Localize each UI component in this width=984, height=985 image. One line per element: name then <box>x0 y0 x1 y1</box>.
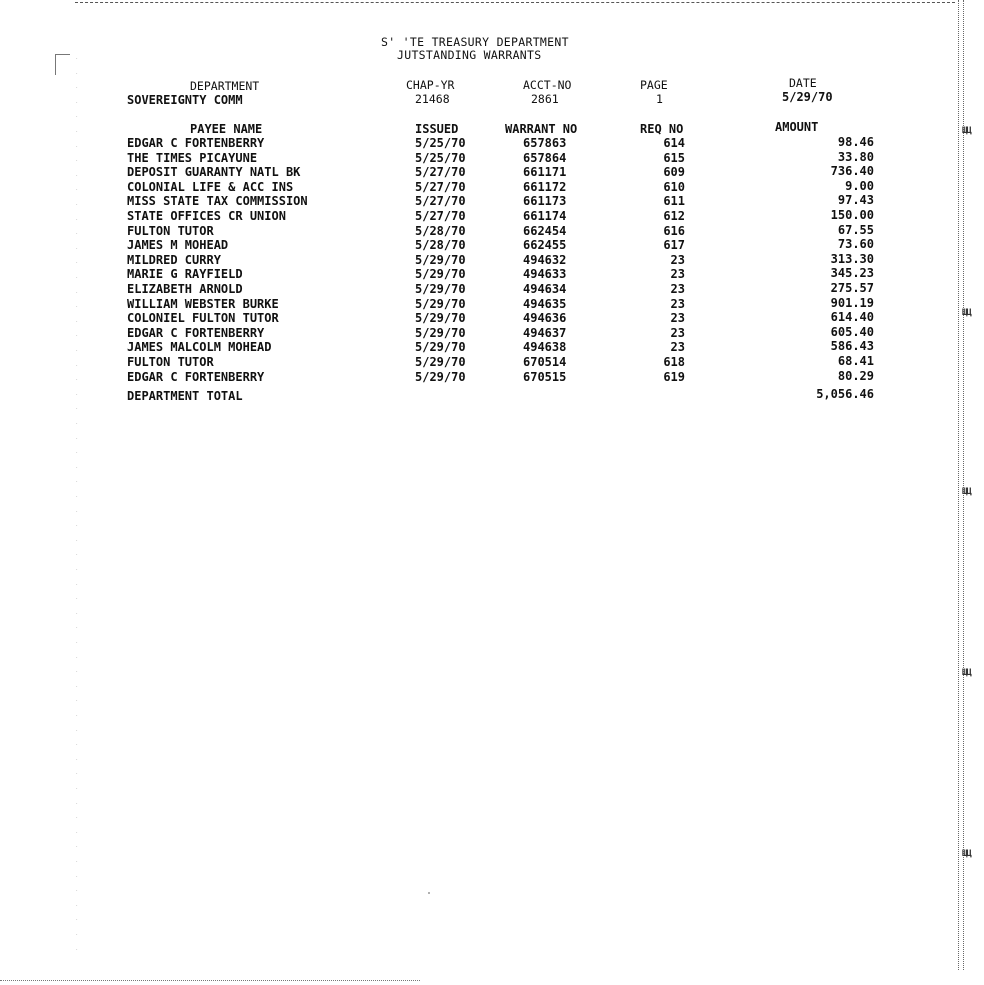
warrant-number: 661171 <box>523 165 567 179</box>
margin-line-number: · <box>76 786 78 792</box>
margin-line-number: · <box>76 465 78 471</box>
issued-date: 5/25/70 <box>415 151 466 165</box>
req-number: 619 <box>663 370 685 384</box>
tractor-feed-mark: ЩЦ <box>962 487 971 497</box>
issued-date: 5/25/70 <box>415 136 466 150</box>
warrant-number: 494633 <box>523 267 567 281</box>
payee-name: COLONIAL LIFE & ACC INS <box>127 180 294 194</box>
report-title: S' 'TE TREASURY DEPARTMENT <box>381 35 569 49</box>
amount: 605.40 <box>830 325 874 339</box>
page-label: PAGE <box>640 78 668 92</box>
margin-line-number: · <box>76 144 78 150</box>
issued-date: 5/28/70 <box>415 238 466 252</box>
margin-line-number: · <box>76 56 78 62</box>
margin-line-number: · <box>76 523 78 529</box>
margin-line-number: · <box>76 333 78 339</box>
req-number: 615 <box>663 151 685 165</box>
payee-name: MARIE G RAYFIELD <box>127 267 243 281</box>
column-header-payee: PAYEE NAME <box>190 122 263 136</box>
issued-date: 5/28/70 <box>415 224 466 238</box>
margin-line-number: · <box>76 903 78 909</box>
req-number: 23 <box>670 267 685 281</box>
margin-line-number: · <box>76 917 78 923</box>
margin-line-number: · <box>76 304 78 310</box>
warrant-number: 494635 <box>523 297 567 311</box>
amount: 68.41 <box>837 354 874 368</box>
issued-date: 5/27/70 <box>415 194 466 208</box>
margin-line-number: · <box>76 771 78 777</box>
margin-line-number: · <box>76 801 78 807</box>
warrant-number: 494636 <box>523 311 567 325</box>
payee-name: MILDRED CURRY <box>127 253 221 267</box>
req-number: 612 <box>663 209 685 223</box>
issued-date: 5/29/70 <box>415 297 466 311</box>
payee-name: JAMES MALCOLM MOHEAD <box>127 340 272 354</box>
margin-line-number: · <box>76 742 78 748</box>
payee-name: WILLIAM WEBSTER BURKE <box>127 297 279 311</box>
margin-line-number: · <box>76 348 78 354</box>
margin-line-number: · <box>76 202 78 208</box>
margin-line-number: · <box>76 888 78 894</box>
margin-line-number: · <box>76 538 78 544</box>
warrant-number: 670514 <box>523 355 567 369</box>
payee-name: JAMES M MOHEAD <box>127 238 229 252</box>
acct-no-value: 2861 <box>531 92 559 106</box>
warrant-number: 662454 <box>523 224 567 238</box>
payee-name: MISS STATE TAX COMMISSION <box>127 194 308 208</box>
column-header-amount: AMOUNT <box>775 120 819 134</box>
issued-date: 5/27/70 <box>415 180 466 194</box>
margin-line-number: · <box>76 596 78 602</box>
amount: 9.00 <box>845 179 874 193</box>
margin-line-number: · <box>76 377 78 383</box>
margin-line-number: · <box>76 450 78 456</box>
column-header-req: REQ NO <box>640 122 684 136</box>
payee-name: DEPOSIT GUARANTY NATL BK <box>127 165 301 179</box>
margin-line-number: · <box>76 669 78 675</box>
page-value: 1 <box>656 92 663 106</box>
margin-line-number: · <box>76 217 78 223</box>
date-label: DATE <box>789 76 817 90</box>
margin-line-number: · <box>76 625 78 631</box>
payee-name: EDGAR C FORTENBERRY <box>127 136 265 150</box>
payee-name: FULTON TUTOR <box>127 224 214 238</box>
margin-line-number: · <box>76 830 78 836</box>
department-total-amount: 5,056.46 <box>816 387 874 401</box>
amount: 614.40 <box>830 310 874 324</box>
amount: 586.43 <box>830 339 874 353</box>
margin-line-number: · <box>76 85 78 91</box>
req-number: 617 <box>663 238 685 252</box>
warrant-number: 670515 <box>523 370 567 384</box>
bottom-perforation <box>0 980 420 981</box>
amount: 80.29 <box>837 369 874 383</box>
payee-name: THE TIMES PICAYUNE <box>127 151 258 165</box>
payee-name: FULTON TUTOR <box>127 355 214 369</box>
issued-date: 5/27/70 <box>415 165 466 179</box>
amount: 901.19 <box>830 296 874 310</box>
tractor-feed-mark: ЩЦ <box>962 849 971 859</box>
warrant-number: 494637 <box>523 326 567 340</box>
amount: 736.40 <box>830 164 874 178</box>
chap-yr-value: 21468 <box>415 92 450 106</box>
req-number: 618 <box>663 355 685 369</box>
tractor-feed-mark: ЩЦ <box>962 668 971 678</box>
margin-line-number: · <box>76 947 78 953</box>
right-perforation <box>958 0 964 970</box>
margin-line-number: · <box>76 290 78 296</box>
amount: 98.46 <box>837 135 874 149</box>
amount: 150.00 <box>830 208 874 222</box>
margin-line-number: · <box>76 509 78 515</box>
top-perforation <box>75 2 955 3</box>
issued-date: 5/29/70 <box>415 311 466 325</box>
margin-line-number: · <box>76 494 78 500</box>
amount: 73.60 <box>837 237 874 251</box>
chap-yr-label: CHAP-YR <box>406 78 455 92</box>
warrant-number: 661174 <box>523 209 567 223</box>
tractor-feed-mark: ЩЦ <box>962 126 971 136</box>
payee-name: EDGAR C FORTENBERRY <box>127 326 265 340</box>
warrant-number: 494632 <box>523 253 567 267</box>
payee-name: COLONIEL FULTON TUTOR <box>127 311 279 325</box>
margin-line-number: · <box>76 363 78 369</box>
margin-line-number: · <box>76 231 78 237</box>
margin-line-number: · <box>76 815 78 821</box>
amount: 67.55 <box>837 223 874 237</box>
req-number: 23 <box>670 253 685 267</box>
column-header-warrant: WARRANT NO <box>505 122 578 136</box>
acct-no-label: ACCT-NO <box>523 78 572 92</box>
tractor-feed-mark: ЩЦ <box>962 308 971 318</box>
amount: 33.80 <box>837 150 874 164</box>
payee-name: STATE OFFICES CR UNION <box>127 209 286 223</box>
margin-line-number: · <box>76 713 78 719</box>
margin-line-number: · <box>76 640 78 646</box>
margin-line-number: · <box>76 698 78 704</box>
issued-date: 5/27/70 <box>415 209 466 223</box>
margin-line-number: · <box>76 479 78 485</box>
margin-line-number: · <box>76 582 78 588</box>
margin-line-number: · <box>76 844 78 850</box>
warrant-number: 661172 <box>523 180 567 194</box>
warrant-number: 657864 <box>523 151 567 165</box>
margin-line-number: · <box>76 611 78 617</box>
issued-date: 5/29/70 <box>415 370 466 384</box>
margin-line-number: · <box>76 684 78 690</box>
report-subtitle: JUTSTANDING WARRANTS <box>397 48 542 62</box>
req-number: 614 <box>663 136 685 150</box>
margin-line-number: · <box>76 567 78 573</box>
margin-line-number: · <box>76 275 78 281</box>
issued-date: 5/29/70 <box>415 282 466 296</box>
margin-line-number: · <box>76 260 78 266</box>
margin-line-number: · <box>76 421 78 427</box>
margin-line-number: · <box>76 728 78 734</box>
margin-line-number: · <box>76 100 78 106</box>
margin-line-number: · <box>76 757 78 763</box>
column-header-issued: ISSUED <box>415 122 459 136</box>
margin-line-number: · <box>76 874 78 880</box>
payee-name: EDGAR C FORTENBERRY <box>127 370 265 384</box>
margin-line-number: · <box>76 129 78 135</box>
department-total-label: DEPARTMENT TOTAL <box>127 389 243 403</box>
amount: 97.43 <box>837 193 874 207</box>
req-number: 609 <box>663 165 685 179</box>
warrant-number: 661173 <box>523 194 567 208</box>
stray-dot <box>428 892 430 894</box>
department-label: DEPARTMENT <box>190 79 260 93</box>
issued-date: 5/29/70 <box>415 267 466 281</box>
warrant-number: 494638 <box>523 340 567 354</box>
issued-date: 5/29/70 <box>415 340 466 354</box>
req-number: 23 <box>670 340 685 354</box>
margin-line-number: · <box>76 655 78 661</box>
margin-line-number: · <box>76 436 78 442</box>
amount: 275.57 <box>830 281 874 295</box>
margin-line-number: · <box>76 71 78 77</box>
margin-line-number: · <box>76 319 78 325</box>
amount: 313.30 <box>830 252 874 266</box>
req-number: 616 <box>663 224 685 238</box>
margin-line-number: · <box>76 158 78 164</box>
warrant-number: 657863 <box>523 136 567 150</box>
margin-line-number: · <box>76 114 78 120</box>
margin-line-number: · <box>76 187 78 193</box>
issued-date: 5/29/70 <box>415 253 466 267</box>
margin-line-number: · <box>76 859 78 865</box>
margin-line-number: · <box>76 246 78 252</box>
warrant-number: 662455 <box>523 238 567 252</box>
margin-line-number: · <box>76 392 78 398</box>
margin-line-number: · <box>76 173 78 179</box>
margin-line-number: · <box>76 552 78 558</box>
corner-mark <box>55 54 70 75</box>
department-value: SOVEREIGNTY COMM <box>127 93 243 107</box>
margin-line-number: · <box>76 406 78 412</box>
req-number: 23 <box>670 326 685 340</box>
req-number: 23 <box>670 282 685 296</box>
req-number: 611 <box>663 194 685 208</box>
amount: 345.23 <box>830 266 874 280</box>
warrant-number: 494634 <box>523 282 567 296</box>
req-number: 23 <box>670 297 685 311</box>
issued-date: 5/29/70 <box>415 355 466 369</box>
payee-name: ELIZABETH ARNOLD <box>127 282 243 296</box>
margin-line-number: · <box>76 932 78 938</box>
req-number: 610 <box>663 180 685 194</box>
req-number: 23 <box>670 311 685 325</box>
date-value: 5/29/70 <box>782 90 833 104</box>
issued-date: 5/29/70 <box>415 326 466 340</box>
